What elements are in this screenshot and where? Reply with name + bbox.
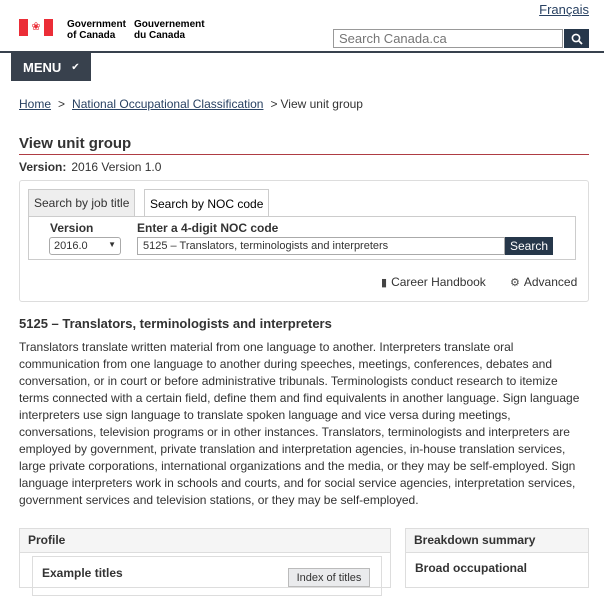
version-select-value: 2016.0 — [54, 240, 88, 252]
gov-name-en: Government of Canada — [67, 19, 126, 41]
gov-name-fr: Gouvernement du Canada — [134, 19, 205, 41]
noc-search-panel — [19, 180, 589, 302]
canada-flag-icon: ❀ — [19, 19, 53, 36]
profile-heading: Profile — [20, 529, 390, 553]
breakdown-summary-heading: Breakdown summary — [406, 529, 588, 553]
index-of-titles-button[interactable]: Index of titles — [288, 568, 370, 587]
noc-search-button[interactable]: Search — [505, 237, 553, 255]
example-titles-heading: Example titles — [42, 566, 123, 580]
version-label: Version: — [19, 160, 67, 174]
site-search-input[interactable] — [333, 29, 563, 48]
menu-label: MENU — [23, 59, 62, 75]
chevron-down-icon: ✔ — [71, 61, 80, 73]
tab-search-by-job-title[interactable]: Search by job title — [28, 189, 135, 216]
noc-code-field-label: Enter a 4-digit NOC code — [137, 221, 279, 235]
title-underline — [19, 154, 589, 155]
advanced-label: Advanced — [523, 275, 578, 289]
gear-icon: ⚙ — [510, 276, 520, 289]
breadcrumb-separator: > — [58, 97, 66, 111]
menu-button[interactable] — [11, 53, 91, 81]
version-line — [19, 160, 161, 174]
version-select[interactable] — [49, 237, 121, 255]
version-value: 2016 Version 1.0 — [71, 160, 162, 174]
dropdown-arrow-icon: ▼ — [108, 240, 116, 249]
breadcrumb-home-link[interactable]: Home — [19, 97, 52, 111]
government-of-canada-logo[interactable] — [19, 19, 205, 41]
career-handbook-link[interactable] — [381, 275, 486, 289]
noc-code-input[interactable]: 5125 – Translators, terminologists and interpreters — [137, 237, 505, 255]
tab-search-by-noc-code[interactable]: Search by NOC code — [144, 189, 269, 217]
advanced-search-link[interactable] — [510, 275, 577, 289]
breadcrumb — [19, 97, 363, 111]
career-handbook-label: Career Handbook — [391, 275, 486, 289]
unit-group-description: Translators translate written material from one language to another. Interpreters translate oral communication from one language to another during speeches, meetings, conferences, debates and conversation, or in court or before administrative tribunals. Terminologists conduct research to itemize terms connected with a certain field, define them and find equivalents in another language. Sign language interpreters use sign language to translate spoken language and vice versa during meetings, conversations, television programs or in other instances. Translators, terminologists and interpreters are employed by government, private translation and interpretation agencies, in-house translation services, large private corporations, international organizations and the media, or they may be self-employed. Sign language interpreters work in schools and courts, and for social service agencies, interpretation services, government services and television stations, or they may be self-employed. — [19, 340, 580, 507]
site-search-button[interactable] — [564, 29, 589, 48]
example-titles-section — [32, 556, 382, 596]
version-field-label: Version — [50, 221, 94, 235]
broad-occupational-label: Broad occupational — [415, 561, 528, 575]
noc-search-form — [28, 216, 576, 260]
language-toggle-link[interactable]: Français — [539, 2, 589, 17]
breadcrumb-separator: > — [270, 97, 278, 111]
breadcrumb-noc-link[interactable]: National Occupational Classification — [72, 97, 264, 111]
profile-panel — [19, 528, 391, 588]
unit-group-title: 5125 – Translators, terminologists and interpreters — [19, 316, 332, 331]
search-icon — [571, 33, 583, 45]
breadcrumb-current: View unit group — [280, 97, 363, 111]
page-title: View unit group — [19, 135, 132, 152]
book-icon: ▮ — [381, 276, 388, 289]
breakdown-summary-panel — [405, 528, 589, 588]
